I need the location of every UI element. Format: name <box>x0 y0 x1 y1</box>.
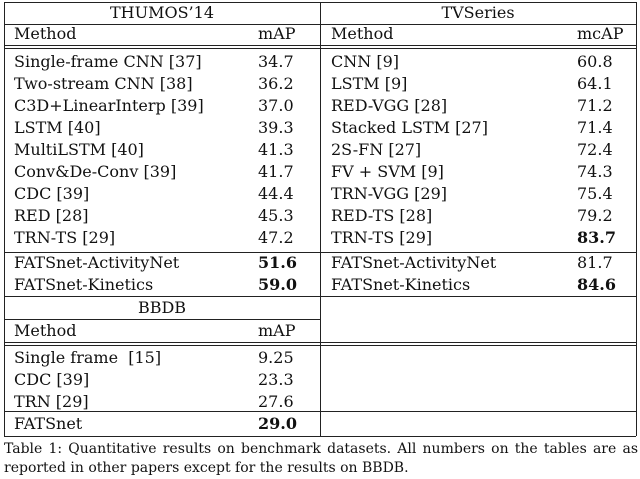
thumos-row-method: MultiLSTM [40] <box>14 140 144 159</box>
bbdb-row-method: TRN [29] <box>14 392 89 411</box>
thumos-metric-header: mAP <box>258 24 296 43</box>
bbdb-ours-value: 29.0 <box>258 414 297 433</box>
thumos-row-value: 37.0 <box>258 96 294 115</box>
rule-bottom <box>4 436 636 437</box>
thumos-ours-value: 51.6 <box>258 253 297 272</box>
tvseries-row-value: 83.7 <box>577 228 616 247</box>
bbdb-row-value: 27.6 <box>258 392 294 411</box>
thumos-row-method: Conv&De-Conv [39] <box>14 162 177 181</box>
tvseries-row-value: 71.2 <box>577 96 613 115</box>
thumos-row-value: 36.2 <box>258 74 294 93</box>
rule-left <box>4 2 5 436</box>
tvseries-row-method: FV + SVM [9] <box>331 162 444 181</box>
thumos-method-header: Method <box>14 24 77 43</box>
thumos-row-method: CDC [39] <box>14 184 90 203</box>
thumos-row-method: Two-stream CNN [38] <box>14 74 193 93</box>
tvseries-ours-value: 84.6 <box>577 275 616 294</box>
tvseries-metric-header: mcAP <box>577 24 624 43</box>
tvseries-row-value: 75.4 <box>577 184 613 203</box>
bbdb-title: BBDB <box>137 298 187 317</box>
tvseries-row-method: Stacked LSTM [27] <box>331 118 488 137</box>
bbdb-row-method: CDC [39] <box>14 370 90 389</box>
rule-right <box>636 2 637 436</box>
bbdb-row-value: 23.3 <box>258 370 294 389</box>
tvseries-method-header: Method <box>331 24 394 43</box>
rule-middle <box>320 2 321 436</box>
thumos-row-method: TRN-TS [29] <box>14 228 116 247</box>
tvseries-row-method: CNN [9] <box>331 52 399 71</box>
tvseries-row-method: TRN-TS [29] <box>331 228 433 247</box>
tvseries-row-method: 2S-FN [27] <box>331 140 422 159</box>
thumos-row-value: 34.7 <box>258 52 294 71</box>
tvseries-title: TVSeries <box>441 3 515 22</box>
thumos-row-value: 45.3 <box>258 206 294 225</box>
thumos-row-method: C3D+LinearInterp [39] <box>14 96 204 115</box>
bbdb-row-method: Single frame [15] <box>14 348 162 367</box>
tvseries-row-value: 64.1 <box>577 74 613 93</box>
thumos-row-value: 41.7 <box>258 162 294 181</box>
thumos-row-value: 47.2 <box>258 228 294 247</box>
thumos-row-method: LSTM [40] <box>14 118 101 137</box>
tvseries-row-value: 79.2 <box>577 206 613 225</box>
tvseries-ours-value: 81.7 <box>577 253 613 272</box>
tvseries-row-method: TRN-VGG [29] <box>331 184 448 203</box>
thumos-row-value: 41.3 <box>258 140 294 159</box>
table-caption: Table 1: Quantitative results on benchmark datasets. All numbers on the tables are as reported in other papers except for the results on BBDB. <box>4 441 638 476</box>
thumos-title: THUMOS’14 <box>109 3 214 22</box>
thumos-ours-method: FATSnet-ActivityNet <box>14 253 180 272</box>
bbdb-method-header: Method <box>14 321 77 340</box>
tvseries-row-value: 72.4 <box>577 140 613 159</box>
tvseries-row-method: RED-TS [28] <box>331 206 433 225</box>
rule-bbdb-title-bottom <box>4 319 320 320</box>
tvseries-row-value: 74.3 <box>577 162 613 181</box>
tvseries-ours-method: FATSnet-ActivityNet <box>331 253 497 272</box>
tvseries-row-method: LSTM [9] <box>331 74 408 93</box>
tvseries-row-method: RED-VGG [28] <box>331 96 448 115</box>
thumos-row-value: 44.4 <box>258 184 294 203</box>
tvseries-row-value: 71.4 <box>577 118 613 137</box>
thumos-row-method: RED [28] <box>14 206 89 225</box>
thumos-ours-value: 59.0 <box>258 275 297 294</box>
bbdb-ours-method: FATSnet <box>14 414 83 433</box>
thumos-ours-method: FATSnet-Kinetics <box>14 275 154 294</box>
tvseries-row-value: 60.8 <box>577 52 613 71</box>
thumos-row-method: Single-frame CNN [37] <box>14 52 202 71</box>
bbdb-metric-header: mAP <box>258 321 296 340</box>
bbdb-row-value: 9.25 <box>258 348 294 367</box>
tvseries-ours-method: FATSnet-Kinetics <box>331 275 471 294</box>
thumos-row-value: 39.3 <box>258 118 294 137</box>
